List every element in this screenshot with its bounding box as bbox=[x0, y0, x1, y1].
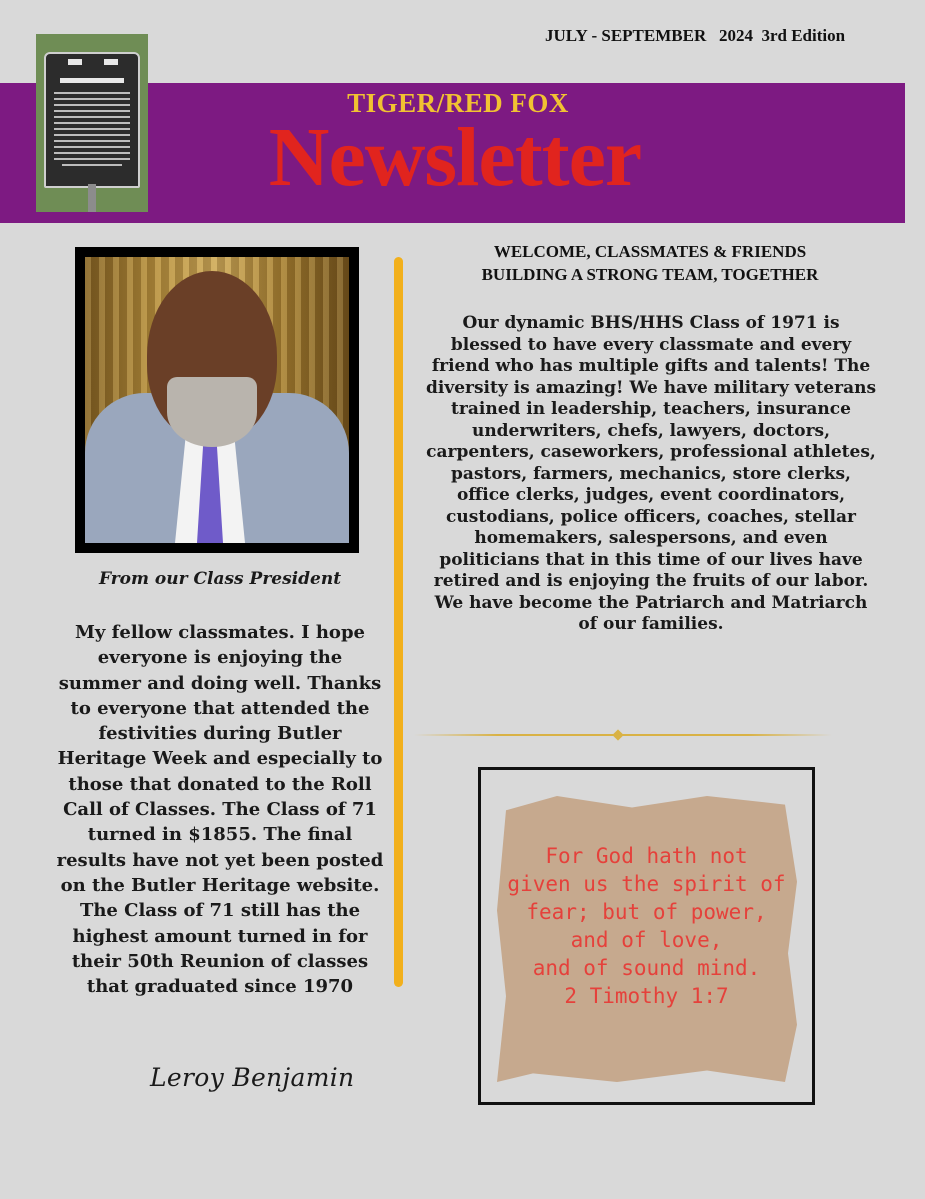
welcome-heading-line1: WELCOME, CLASSMATES & FRIENDS bbox=[493, 242, 807, 261]
edition-line: JULY - SEPTEMBER 2024 3rd Edition bbox=[545, 26, 846, 45]
president-signature: Leroy Benjamin bbox=[150, 1063, 355, 1092]
marker-number-left bbox=[68, 59, 82, 65]
marker-number-right bbox=[104, 59, 118, 65]
verse-text: For God hath not given us the spirit of fear; but of power, and of love, and of sound mind. 2 Timothy 1:7 bbox=[507, 844, 786, 1008]
portrait-beard bbox=[167, 377, 257, 447]
welcome-heading bbox=[425, 240, 875, 286]
welcome-body: Our dynamic BHS/HHS Class of 1971 is blessed to have every classmate and every friend who has multiple gifts and talents! The diversity is amazing! We have military veterans trained in leadership, teachers, insurance underwriters, chefs, lawyers, doctors, carpenters, caseworkers, professional athletes, pastors, farmers, mechanics, store clerks, office clerks, judges, event coordinators, custodians, police officers, coaches, stellar homemakers, salespersons, and even politicians that in this time of our lives have retired and is enjoying the fruits of our labor. We have become the Patriarch and Matriarch of our families. bbox=[425, 313, 877, 634]
portrait-photo bbox=[85, 257, 349, 543]
section-divider bbox=[414, 734, 832, 736]
president-portrait bbox=[75, 247, 359, 553]
column-divider bbox=[394, 257, 403, 987]
marker-post bbox=[88, 184, 96, 212]
masthead-title: Newsletter bbox=[268, 111, 642, 204]
marker-sign bbox=[44, 52, 140, 188]
divider-ornament-icon bbox=[612, 729, 623, 740]
president-message: My fellow classmates. I hope everyone is enjoying the summer and doing well. Thanks to everyone that attended the festivities during Butler Heritage Week and especially to those that donated to the Roll Call of Classes. The Class of 71 turned in $1855. The final results have not yet been posted on the Butler Heritage website. The Class of 71 still has the highest amount turned in for their 50th Reunion of classes that graduated since 1970 bbox=[56, 622, 384, 998]
masthead-kicker: TIGER/RED FOX bbox=[347, 88, 569, 118]
verse-box bbox=[478, 767, 815, 1105]
welcome-heading-line2: BUILDING A STRONG TEAM, TOGETHER bbox=[481, 265, 819, 284]
president-heading: From our Class President bbox=[98, 569, 342, 589]
historical-marker-photo bbox=[36, 34, 148, 212]
marker-title bbox=[60, 78, 124, 83]
